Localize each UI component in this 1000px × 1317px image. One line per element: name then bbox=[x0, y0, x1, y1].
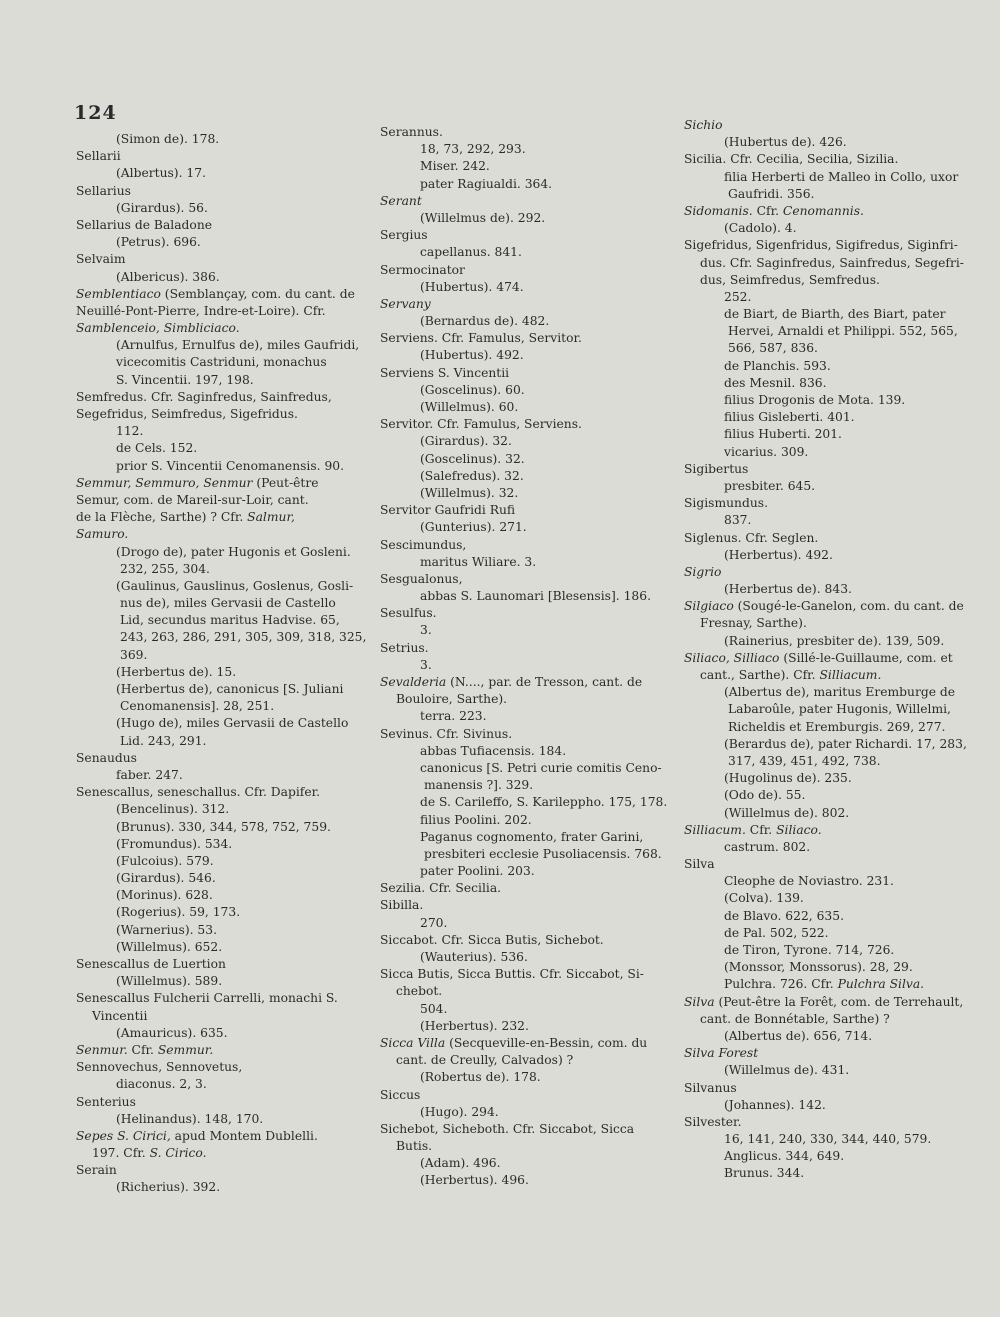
index-line: Sibilla. bbox=[380, 898, 424, 913]
index-line: vicarius. 309. bbox=[724, 444, 809, 459]
index-line: Serviens. Cfr. Famulus, Servitor. bbox=[380, 331, 582, 346]
index-line: Siccabot. Cfr. Sicca Butis, Sichebot. bbox=[380, 932, 604, 947]
index-line: presbiteri ecclesie Pusoliacensis. 768. bbox=[424, 846, 662, 861]
index-line: Sellarii bbox=[76, 149, 121, 164]
index-line: (Willelmus). 652. bbox=[116, 939, 223, 954]
index-line: (Gunterius). 271. bbox=[420, 520, 527, 535]
index-line: 16, 141, 240, 330, 344, 440, 579. bbox=[724, 1132, 932, 1147]
index-line: (Albertus de). 656, 714. bbox=[724, 1028, 873, 1043]
index-line: (Hubertus de). 426. bbox=[724, 135, 847, 150]
index-line: 369. bbox=[120, 647, 148, 662]
index-line: Sigefridus, Sigenfridus, Sigifredus, Siginfri- bbox=[684, 238, 958, 253]
index-line: (Albertus). 17. bbox=[116, 166, 206, 181]
index-line: Cleophe de Noviastro. 231. bbox=[724, 874, 894, 889]
index-line: castrum. 802. bbox=[724, 839, 811, 854]
index-line: Sellarius bbox=[76, 183, 131, 198]
index-line: filius Gisleberti. 401. bbox=[724, 410, 855, 425]
index-line: 504. bbox=[420, 1001, 448, 1016]
index-line: Serant bbox=[380, 193, 422, 208]
index-line: Serannus. bbox=[380, 125, 443, 139]
index-line: (Willelmus de). 802. bbox=[724, 805, 850, 820]
index-line: Silva (Peut-être la Forêt, com. de Terrehault, bbox=[684, 994, 964, 1009]
index-line: Semfredus. Cfr. Saginfredus, Sainfredus, bbox=[76, 389, 332, 404]
index-line: (Girardus). 56. bbox=[116, 200, 208, 215]
index-line: Labaroûle, pater Hugonis, Willelmi, bbox=[728, 702, 951, 717]
index-line: (Fulcoius). 579. bbox=[116, 853, 214, 868]
index-line: Siccus bbox=[380, 1087, 421, 1102]
index-line: Sichio bbox=[684, 118, 723, 132]
index-line: de Planchis. 593. bbox=[724, 358, 831, 373]
index-line: (Hugolinus de). 235. bbox=[724, 771, 852, 786]
index-line: (Amauricus). 635. bbox=[116, 1025, 228, 1040]
index-line: de Biart, de Biarth, des Biart, pater bbox=[724, 307, 946, 322]
index-line: Sigibertus bbox=[684, 461, 749, 476]
index-line: maritus Wiliare. 3. bbox=[420, 554, 537, 569]
index-line: Bouloire, Sarthe). bbox=[396, 692, 508, 707]
index-line: filius Poolini. 202. bbox=[420, 812, 532, 827]
index-line: 270. bbox=[420, 915, 448, 930]
index-column-2 bbox=[380, 124, 668, 1190]
index-line: 197. Cfr. S. Cirico. bbox=[92, 1146, 207, 1161]
index-line: Setrius. bbox=[380, 640, 429, 655]
index-line: Servitor Gaufridi Rufi bbox=[380, 503, 516, 518]
index-line: Sepes S. Cirici, apud Montem Dublelli. bbox=[76, 1128, 318, 1143]
index-line: dus. Cfr. Saginfredus, Sainfredus, Segefri- bbox=[700, 255, 964, 270]
index-column-3 bbox=[684, 117, 976, 1183]
index-line: Vincentii bbox=[92, 1008, 148, 1023]
index-line: Sergius bbox=[380, 228, 428, 243]
index-line: (Johannes). 142. bbox=[724, 1097, 826, 1112]
index-line: Sermocinator bbox=[380, 262, 465, 277]
index-line: 252. bbox=[724, 289, 752, 304]
index-line: des Mesnil. 836. bbox=[724, 375, 827, 390]
index-line: de Tiron, Tyrone. 714, 726. bbox=[724, 943, 895, 957]
index-line: Senterius bbox=[76, 1094, 136, 1109]
index-line: Senaudus bbox=[76, 750, 137, 765]
index-line: chebot. bbox=[396, 984, 443, 999]
index-line: Siliaco, Silliaco (Sillé-le-Guillaume, com. et bbox=[684, 650, 953, 665]
index-line: (Berardus de), pater Richardi. 17, 283, bbox=[724, 736, 967, 751]
index-line: Butis. bbox=[396, 1139, 433, 1154]
index-line: Gaufridi. 356. bbox=[728, 186, 815, 201]
index-line: (Salefredus). 32. bbox=[420, 468, 524, 483]
index-line: (Albertus de), maritus Eremburge de bbox=[724, 685, 956, 700]
index-line: Silva Forest bbox=[684, 1046, 759, 1061]
index-line: (Brunus). 330, 344, 578, 752, 759. bbox=[116, 819, 331, 834]
index-line: (Willelmus de). 292. bbox=[420, 210, 546, 225]
index-line: manensis ?]. 329. bbox=[424, 778, 534, 793]
index-line: Sigismundus. bbox=[684, 496, 768, 511]
index-line: (Rainerius, presbiter de). 139, 509. bbox=[724, 633, 945, 648]
index-line: 112. bbox=[116, 424, 144, 439]
index-line: 3. bbox=[420, 657, 432, 672]
index-line: (Herbertus). 492. bbox=[724, 547, 833, 562]
index-line: Silvester. bbox=[684, 1114, 742, 1129]
index-line: S. Vincentii. 197, 198. bbox=[116, 372, 254, 387]
index-line: Senmur. Cfr. Semmur. bbox=[76, 1042, 214, 1057]
index-line: (Bernardus de). 482. bbox=[420, 314, 550, 329]
index-line: dus, Seimfredus, Semfredus. bbox=[700, 272, 880, 287]
index-line: (Simon de). 178. bbox=[116, 132, 220, 146]
index-line: pater Poolini. 203. bbox=[420, 864, 535, 879]
index-line: capellanus. 841. bbox=[420, 245, 522, 260]
index-line: vicecomitis Castriduni, monachus bbox=[116, 355, 327, 370]
index-line: Senescallus Fulcherii Carrelli, monachi S. bbox=[76, 991, 338, 1006]
index-line: pater Ragiualdi. 364. bbox=[420, 176, 553, 191]
index-line: (Warnerius). 53. bbox=[116, 922, 217, 937]
index-line: terra. 223. bbox=[420, 709, 487, 724]
index-line: de Blavo. 622, 635. bbox=[724, 908, 844, 923]
index-line: (Drogo de), pater Hugonis et Gosleni. bbox=[116, 544, 351, 559]
index-line: Sicca Butis, Sicca Buttis. Cfr. Siccabot, Si- bbox=[380, 967, 644, 982]
index-line: de Pal. 502, 522. bbox=[724, 925, 829, 940]
index-line: Brunus. 344. bbox=[724, 1166, 805, 1181]
index-line: (Richerius). 392. bbox=[116, 1180, 221, 1195]
index-line: cant. de Bonnétable, Sarthe) ? bbox=[700, 1011, 890, 1026]
index-line: (Cadolo). 4. bbox=[724, 221, 797, 236]
index-line: Paganus cognomento, frater Garini, bbox=[420, 829, 644, 844]
index-line: Sennovechus, Sennovetus, bbox=[76, 1060, 243, 1075]
index-line: (Hubertus). 492. bbox=[420, 348, 524, 363]
index-line: diaconus. 2, 3. bbox=[116, 1077, 207, 1092]
index-line: 232, 255, 304. bbox=[120, 561, 210, 576]
index-line: Lid, secundus maritus Hadvise. 65, bbox=[120, 613, 340, 628]
index-line: (Willelmus). 60. bbox=[420, 400, 519, 414]
index-line: Siglenus. Cfr. Seglen. bbox=[684, 530, 819, 545]
index-line: Hervei, Arnaldi et Philippi. 552, 565, bbox=[728, 324, 958, 339]
index-line: Sicilia. Cfr. Cecilia, Secilia, Sizilia. bbox=[684, 152, 899, 167]
index-line: 18, 73, 292, 293. bbox=[420, 142, 526, 157]
index-line: (Helinandus). 148, 170. bbox=[116, 1111, 264, 1126]
index-line: Sigrio bbox=[684, 564, 722, 579]
index-line: Fresnay, Sarthe). bbox=[700, 616, 807, 631]
index-line: de Cels. 152. bbox=[116, 441, 198, 456]
index-line: de S. Carileffo, S. Karileppho. 175, 178. bbox=[420, 795, 668, 810]
index-line: 3. bbox=[420, 623, 432, 638]
index-line: cant. de Creully, Calvados) ? bbox=[396, 1053, 574, 1068]
index-line: (Girardus). 546. bbox=[116, 871, 216, 886]
index-line: Silliacum. Cfr. Siliaco. bbox=[684, 822, 822, 837]
index-line: Neuillé-Pont-Pierre, Indre-et-Loire). Cfr. bbox=[76, 303, 326, 318]
index-line: 317, 439, 451, 492, 738. bbox=[728, 753, 881, 768]
index-line: (Petrus). 696. bbox=[116, 235, 201, 250]
index-line: de la Flèche, Sarthe) ? Cfr. Salmur, bbox=[76, 510, 295, 525]
index-line: Silva bbox=[684, 857, 715, 872]
index-column-1 bbox=[76, 131, 367, 1197]
index-line: canonicus [S. Petri curie comitis Ceno- bbox=[420, 760, 662, 775]
index-line: Serain bbox=[76, 1163, 117, 1178]
index-line: Serviens S. Vincentii bbox=[380, 365, 510, 380]
index-line: Sidomanis. Cfr. Cenomannis. bbox=[684, 203, 864, 218]
index-line: (Herbertus de). 843. bbox=[724, 582, 852, 597]
index-line: (Wauterius). 536. bbox=[420, 950, 528, 964]
index-line: Silvanus bbox=[684, 1080, 737, 1095]
index-line: faber. 247. bbox=[116, 767, 183, 782]
index-line: Lid. 243, 291. bbox=[120, 733, 207, 748]
page-number: 124 bbox=[74, 102, 117, 124]
index-line: (Morinus). 628. bbox=[116, 888, 213, 903]
index-line: Segefridus, Seimfredus, Sigefridus. bbox=[76, 407, 298, 421]
index-line: Semmur, Semmuro, Senmur (Peut-être bbox=[76, 475, 319, 490]
index-line: Richeldis et Eremburgis. 269, 277. bbox=[728, 719, 946, 734]
index-line: Servany bbox=[380, 296, 431, 311]
index-line: (Gaulinus, Gauslinus, Goslenus, Gosli- bbox=[116, 578, 354, 593]
index-line: (Willelmus de). 431. bbox=[724, 1063, 850, 1078]
index-line: Cenomanensis]. 28, 251. bbox=[120, 699, 275, 714]
index-line: filius Drogonis de Mota. 139. bbox=[724, 393, 906, 407]
index-line: (Hugo de), miles Gervasii de Castello bbox=[116, 716, 349, 731]
index-line: presbiter. 645. bbox=[724, 478, 816, 493]
index-line: 243, 263, 286, 291, 305, 309, 318, 325, bbox=[120, 630, 367, 645]
index-line: (Adam). 496. bbox=[420, 1156, 501, 1171]
index-line: Sichebot, Sicheboth. Cfr. Siccabot, Sicca bbox=[380, 1121, 635, 1136]
index-line: filius Huberti. 201. bbox=[724, 427, 842, 442]
index-line: (Robertus de). 178. bbox=[420, 1070, 541, 1085]
index-line: (Hugo). 294. bbox=[420, 1104, 499, 1119]
index-line: (Monssor, Monssorus). 28, 29. bbox=[724, 960, 913, 975]
index-line: Sevinus. Cfr. Sivinus. bbox=[380, 726, 513, 741]
index-line: nus de), miles Gervasii de Castello bbox=[120, 596, 336, 611]
index-line: (Goscelinus). 32. bbox=[420, 451, 525, 466]
index-line: (Fromundus). 534. bbox=[116, 836, 233, 851]
index-line: Miser. 242. bbox=[420, 159, 490, 174]
index-line: Senescallus, seneschallus. Cfr. Dapifer. bbox=[76, 785, 321, 800]
index-line: abbas Tufiacensis. 184. bbox=[420, 743, 567, 758]
index-line: (Herbertus). 496. bbox=[420, 1173, 529, 1188]
index-line: Selvaim bbox=[76, 252, 126, 267]
index-line: Semur, com. de Mareil-sur-Loir, cant. bbox=[76, 492, 309, 507]
index-line: (Rogerius). 59, 173. bbox=[116, 905, 241, 920]
index-line: Sezilia. Cfr. Secilia. bbox=[380, 881, 502, 896]
index-line: abbas S. Launomari [Blesensis]. 186. bbox=[420, 589, 651, 604]
index-line: Sesgualonus, bbox=[380, 571, 463, 586]
index-line: (Herbertus de). 15. bbox=[116, 664, 237, 679]
index-line: Sesulfus. bbox=[380, 606, 437, 621]
index-line: cant., Sarthe). Cfr. Silliacum. bbox=[700, 668, 882, 682]
index-line: Sicca Villa (Secqueville-en-Bessin, com. du bbox=[380, 1035, 648, 1050]
index-line: (Colva). 139. bbox=[724, 891, 804, 906]
index-line: (Goscelinus). 60. bbox=[420, 382, 525, 397]
index-line: (Herbertus). 232. bbox=[420, 1018, 529, 1033]
index-line: (Odo de). 55. bbox=[724, 788, 806, 803]
index-line: Sescimundus, bbox=[380, 537, 467, 552]
index-line: Anglicus. 344, 649. bbox=[724, 1149, 845, 1164]
index-line: 837. bbox=[724, 513, 752, 528]
index-line: Senescallus de Luertion bbox=[76, 957, 226, 971]
index-line: Samuro. bbox=[76, 527, 129, 542]
index-line: (Girardus). 32. bbox=[420, 434, 512, 449]
index-line: (Hubertus). 474. bbox=[420, 279, 524, 294]
index-line: prior S. Vincentii Cenomanensis. 90. bbox=[116, 458, 345, 473]
index-line: (Bencelinus). 312. bbox=[116, 802, 230, 817]
index-line: filia Herberti de Malleo in Collo, uxor bbox=[724, 169, 959, 184]
index-line: (Herbertus de), canonicus [S. Juliani bbox=[116, 682, 344, 696]
index-line: Silgiaco (Sougé-le-Ganelon, com. du cant. de bbox=[684, 599, 964, 614]
index-line: Semblentiaco (Semblançay, com. du cant. de bbox=[76, 286, 355, 301]
index-line: Pulchra. 726. Cfr. Pulchra Silva. bbox=[724, 977, 925, 992]
index-line: Sellarius de Baladone bbox=[76, 217, 213, 232]
index-line: (Willelmus). 589. bbox=[116, 974, 223, 989]
index-line: (Albericus). 386. bbox=[116, 269, 220, 284]
index-line: (Arnulfus, Ernulfus de), miles Gaufridi, bbox=[116, 338, 360, 353]
index-line: Sevalderia (N...., par. de Tresson, cant. de bbox=[380, 675, 643, 689]
index-line: Samblenceio, Simbliciaco. bbox=[76, 321, 240, 336]
index-line: Servitor. Cfr. Famulus, Serviens. bbox=[380, 417, 582, 432]
index-line: 566, 587, 836. bbox=[728, 341, 818, 356]
index-line: (Willelmus). 32. bbox=[420, 485, 519, 500]
